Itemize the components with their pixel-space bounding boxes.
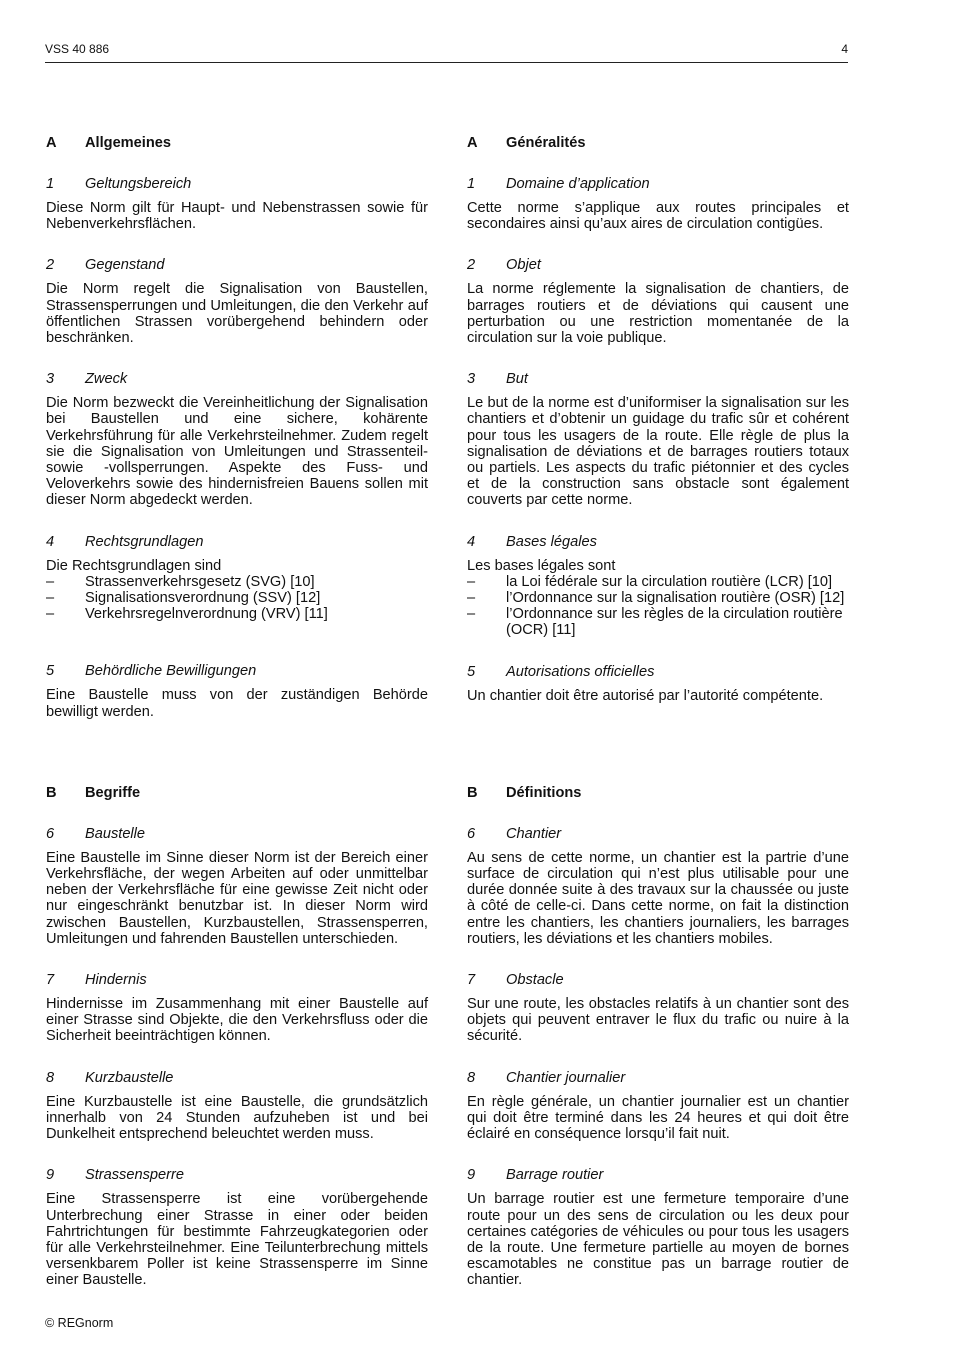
paragraph: Cette norme s’applique aux routes principales et secondaires ainsi qu’aux aires de circulation contigües. xyxy=(467,200,849,233)
subsection-title: Domaine d’application xyxy=(506,176,650,192)
subsection-title: Strassensperre xyxy=(85,1167,184,1184)
subsection-title: Objet xyxy=(506,257,541,274)
paragraph: Eine Baustelle muss von der zuständigen Behörde bewilligt werden. xyxy=(46,687,428,720)
dash-bullet: – xyxy=(46,573,55,590)
list-item xyxy=(467,574,849,590)
page-header xyxy=(45,42,848,63)
subsection-title: But xyxy=(506,371,528,388)
section-heading xyxy=(46,134,428,152)
list-item-text: Signalisationsverordnung (SSV) [12] xyxy=(85,590,321,607)
subsection-number: 4 xyxy=(467,533,476,550)
subsection-number: 9 xyxy=(467,1167,476,1184)
paragraph: Le but de la norme est d’uniformiser la signalisation sur les chantiers et d’obtenir un guidage du trafic sûr et cohérent pour tous les usagers de la route. Elle règle de plus la signalisation de déviations et de barrages routiers totaux ou partiels. Les aspects du trafic piétonnier et des cycles et de la construction sans obstacle sont également couverts par cette norme. xyxy=(467,395,849,509)
subsection-title: Behördliche Bewilligungen xyxy=(85,663,257,680)
subsection-title: Gegenstand xyxy=(85,257,165,274)
subsection-heading xyxy=(467,533,849,551)
section-heading xyxy=(467,134,849,152)
section-title: Begriffe xyxy=(85,784,141,801)
legal-basis-list xyxy=(46,574,428,623)
subsection-heading xyxy=(46,971,428,989)
french-column xyxy=(467,134,849,1289)
subsection-heading xyxy=(467,256,849,274)
section-title: Définitions xyxy=(506,784,582,801)
paragraph: Sur une route, les obstacles relatifs à un chantier sont des objets qui peuvent entraver le flux du trafic ou nuire à la sécurité. xyxy=(467,996,849,1045)
paragraph: Eine Baustelle im Sinne dieser Norm ist der Bereich einer Verkehrsfläche, der wegen Arbeiten auf oder unmittelbar neben der Verkehrsfläche für eine gewisse Zeit nicht oder nur eingeschränkt benutzbar ist. In dieser Norm wird zwischen Baustellen, Kurzbaustellen, Strassensperren, Umleitungen und fahrenden Baustellen unterschieden. xyxy=(46,849,428,947)
section-letter: A xyxy=(46,135,57,151)
subsection-title: Autorisations officielles xyxy=(506,663,655,680)
paragraph: Au sens de cette norme, un chantier est la partrie d’une surface de circulation qui n’est plus utilisable pour une durée donnée suite à des travaux sur la chaussée ou juste à côté de celle-ci. Dans cette norme, on fait la distinction entre les chantiers, les chantiers journaliers, les barrages routiers, les déviations et les chantiers mobiles. xyxy=(467,849,849,947)
subsection-title: Obstacle xyxy=(506,972,564,989)
paragraph: Eine Kurzbaustelle ist eine Baustelle, die grundsätzlich innerhalb von 24 Stunden aufzuheben ist und bei Dunkelheit entsprechend beleuchtet werden muss. xyxy=(46,1093,428,1143)
german-column xyxy=(46,134,428,1289)
subsection-number: 5 xyxy=(467,663,476,680)
subsection-title: Hindernis xyxy=(85,972,147,989)
subsection-title: Geltungsbereich xyxy=(85,176,192,192)
paragraph: Un barrage routier est une fermeture temporaire d’une route pour un des sens de circulation ou les deux pour certaines catégories de véhicules ou pour tous les usagers de la route. Une fermeture partielle au moyen de bornes escamotables ne constitue pas un barrage routier de chantier. xyxy=(467,1191,849,1289)
list-item xyxy=(46,606,428,622)
paragraph: La norme réglemente la signalisation de chantiers, de barrages routiers et de déviations qui causent une perturbation ou une restriction momentanée de la circulation sur la voie publique. xyxy=(467,281,849,347)
list-intro: Les bases légales sont xyxy=(467,557,616,574)
dash-bullet: – xyxy=(46,590,55,607)
list-item xyxy=(467,590,849,606)
list-intro: Die Rechtsgrundlagen sind xyxy=(46,557,222,574)
document-id: VSS 40 886 xyxy=(45,42,110,56)
subsection-title: Zweck xyxy=(85,371,128,388)
list-item-text: Verkehrsregelnverordnung (VRV) [11] xyxy=(85,606,328,623)
subsection-number: 9 xyxy=(46,1167,55,1184)
section-heading xyxy=(46,784,428,802)
subsection-number: 2 xyxy=(467,257,476,274)
subsection-heading xyxy=(467,825,849,843)
subsection-number: 8 xyxy=(46,1069,55,1086)
section-heading xyxy=(467,784,849,802)
section-letter: B xyxy=(46,784,57,801)
list-item-text: l’Ordonnance sur la signalisation routière (OSR) [12] xyxy=(506,590,845,607)
dash-bullet: – xyxy=(46,606,55,623)
subsection-heading xyxy=(46,662,428,680)
list-item xyxy=(467,606,849,638)
subsection-title: Kurzbaustelle xyxy=(85,1069,174,1086)
list-item-text: la Loi fédérale sur la circulation routière (LCR) [10] xyxy=(506,573,833,590)
list-item-text: Strassenverkehrsgesetz (SVG) [10] xyxy=(85,573,315,590)
paragraph: Diese Norm gilt für Haupt- und Nebenstrassen sowie für Nebenverkehrsflächen. xyxy=(46,200,428,233)
subsection-number: 4 xyxy=(46,533,55,550)
subsection-title: Chantier xyxy=(506,825,562,842)
dash-bullet: – xyxy=(467,606,476,623)
paragraph: Die Norm bezweckt die Vereinheitlichung der Signalisation bei Baustellen und eine sichere, kohärente Verkehrsführung für alle Verkehrsteilnehmer. Zudem regelt sie die Signalisation von Umleitungen und Strassenteil- sowie -vollsperrungen. Aspekte des Fuss- und Veloverkehrs sowie des hindernisfreien Bauens sollen mit dieser Norm abgedeckt werden. xyxy=(46,395,428,509)
copyright-footer: © REGnorm xyxy=(45,1316,114,1330)
subsection-title: Barrage routier xyxy=(506,1167,604,1184)
subsection-heading xyxy=(467,1166,849,1184)
paragraph: En règle générale, un chantier journalier est un chantier qui doit être terminé dans les 24 heures et qui doit être éclairé en conséquence lorsqu’il fait nuit. xyxy=(467,1093,849,1143)
subsection-heading xyxy=(467,663,849,681)
subsection-heading xyxy=(46,370,428,388)
subsection-heading xyxy=(46,533,428,551)
subsection-heading xyxy=(467,175,849,193)
subsection-title: Baustelle xyxy=(85,825,146,842)
section-title: Allgemeines xyxy=(85,135,171,151)
subsection-title: Chantier journalier xyxy=(506,1069,626,1086)
subsection-heading xyxy=(46,175,428,193)
legal-basis-list xyxy=(467,574,849,639)
subsection-number: 6 xyxy=(467,825,476,842)
dash-bullet: – xyxy=(467,590,476,607)
subsection-number: 8 xyxy=(467,1069,476,1086)
subsection-number: 6 xyxy=(46,825,55,842)
dash-bullet: – xyxy=(467,573,476,590)
subsection-heading xyxy=(46,256,428,274)
paragraph: Hindernisse im Zusammenhang mit einer Baustelle auf einer Strasse sind Objekte, die den Verkehrsfluss oder die Sicherheit beeinträchtigen können. xyxy=(46,996,428,1045)
subsection-heading xyxy=(46,825,428,843)
section-letter: B xyxy=(467,784,478,801)
subsection-title: Rechtsgrundlagen xyxy=(85,533,204,550)
subsection-number: 2 xyxy=(46,257,55,274)
subsection-heading xyxy=(46,1069,428,1087)
paragraph: Eine Strassensperre ist eine vorübergehende Unterbrechung einer Strasse in einer oder beiden Fahrtrichtungen für bestimmte Fahrzeugkategorien oder für alle Verkehrsteilnehmer. Eine Teilunterbrechung mittels versenkbarem Poller ist keine Strassensperre im Sinne einer Baustelle. xyxy=(46,1191,428,1289)
paragraph: Un chantier doit être autorisé par l’autorité compétente. xyxy=(467,687,824,704)
subsection-number: 7 xyxy=(46,972,55,989)
section-title: Généralités xyxy=(506,135,586,151)
page-number: 4 xyxy=(841,42,848,56)
subsection-number: 1 xyxy=(467,176,476,192)
subsection-number: 5 xyxy=(46,663,55,680)
subsection-heading xyxy=(467,370,849,388)
subsection-number: 1 xyxy=(46,176,55,192)
paragraph: Die Norm regelt die Signalisation von Baustellen, Strassensperrungen und Umleitungen, die den Verkehr auf öffentlichen Strassen vorübergehend behindern oder beschränken. xyxy=(46,281,428,347)
list-item xyxy=(46,590,428,606)
section-letter: A xyxy=(467,135,478,151)
list-item-text: l’Ordonnance sur les règles de la circulation routière (OCR) [11] xyxy=(506,606,843,639)
subsection-number: 7 xyxy=(467,972,476,989)
subsection-title: Bases légales xyxy=(506,533,597,550)
subsection-number: 3 xyxy=(467,371,476,388)
subsection-heading xyxy=(46,1166,428,1184)
subsection-heading xyxy=(467,971,849,989)
list-item xyxy=(46,574,428,590)
subsection-heading xyxy=(467,1069,849,1087)
subsection-number: 3 xyxy=(46,371,55,388)
